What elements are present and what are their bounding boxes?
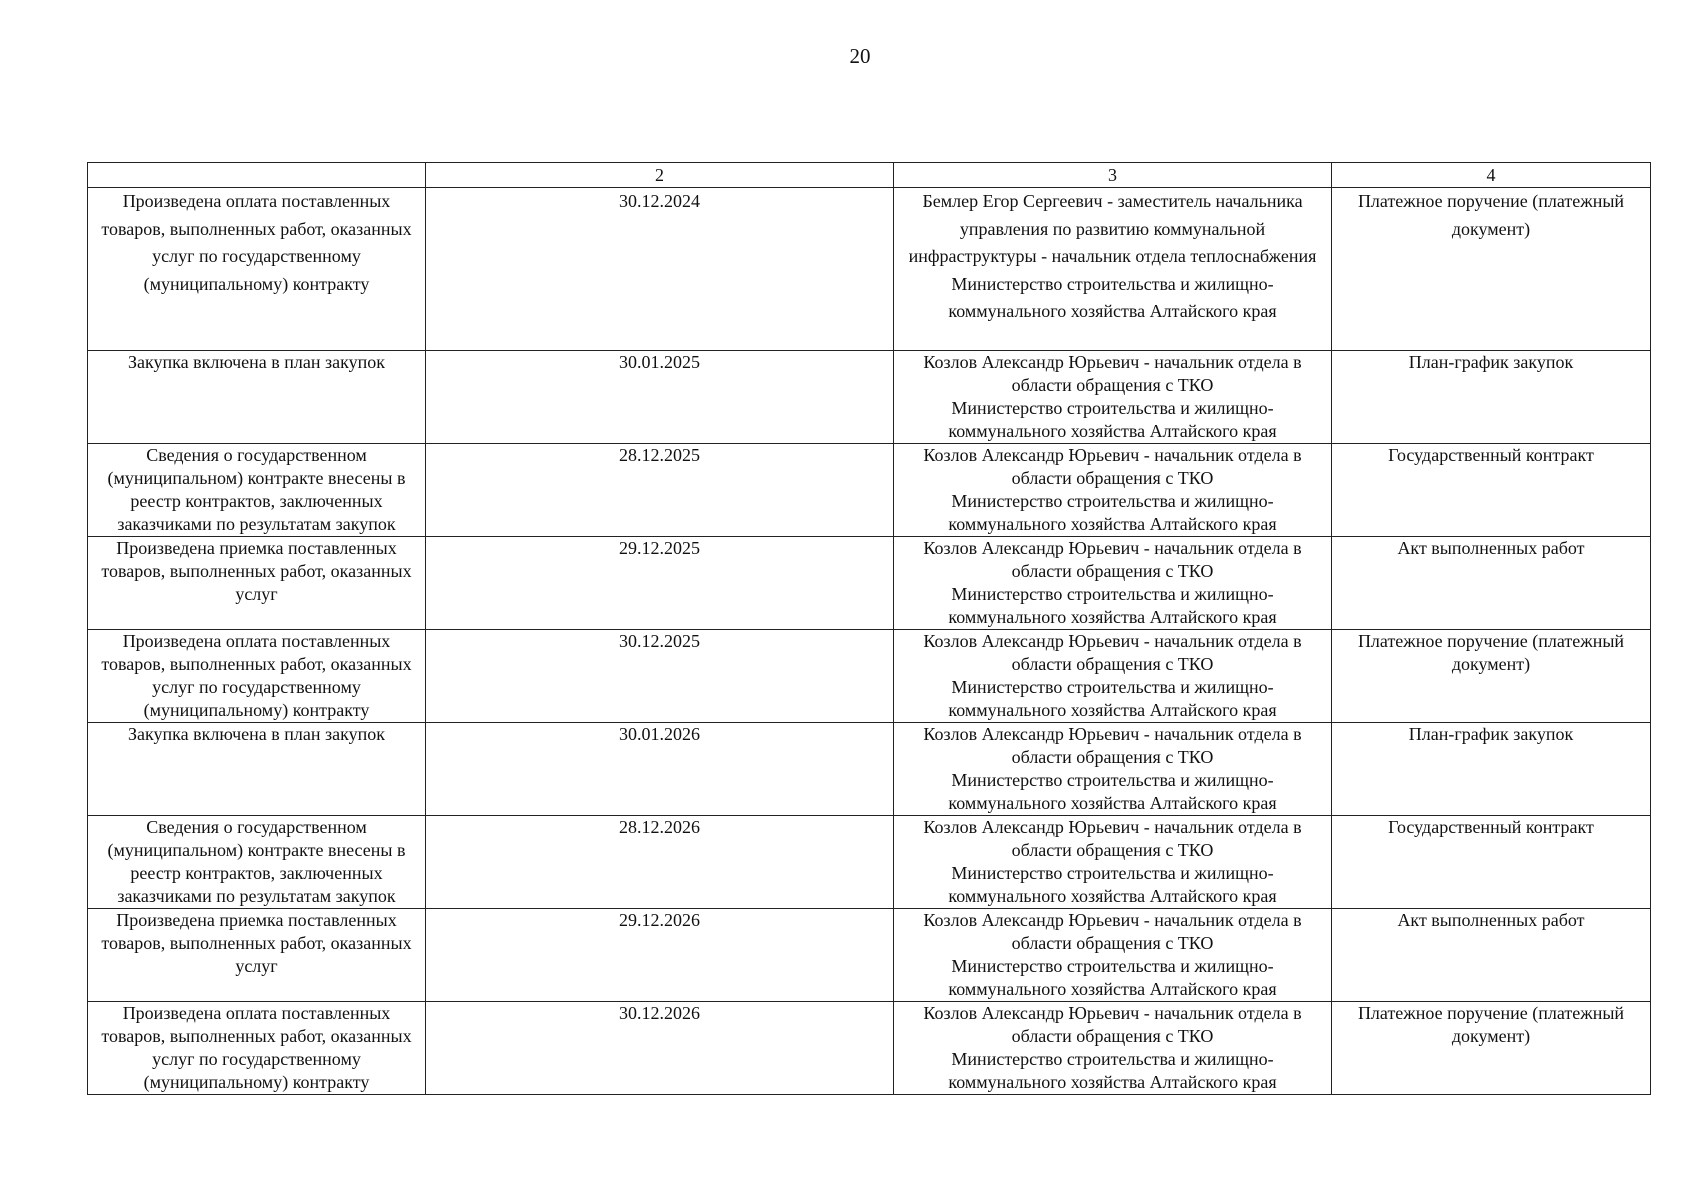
- responsible-cell: Козлов Александр Юрьевич - начальник отдела в области обращения с ТКО Министерство строительства и жилищно-коммунального хозяйства Алтайского края: [894, 630, 1332, 723]
- event-cell: Сведения о государственном (муниципальном) контракте внесены в реестр контрактов, заключенных заказчиками по результатам закупок: [88, 444, 426, 537]
- responsible-cell: Козлов Александр Юрьевич - начальник отдела в области обращения с ТКО Министерство строительства и жилищно-коммунального хозяйства Алтайского края: [894, 351, 1332, 444]
- event-cell: Произведена приемка поставленных товаров, выполненных работ, оказанных услуг: [88, 537, 426, 630]
- schedule-table: [87, 162, 1651, 1095]
- date-cell: 30.12.2024: [426, 188, 894, 351]
- responsible-cell: Козлов Александр Юрьевич - начальник отдела в области обращения с ТКО Министерство строительства и жилищно-коммунального хозяйства Алтайского края: [894, 1002, 1332, 1095]
- event-cell: Произведена приемка поставленных товаров, выполненных работ, оказанных услуг: [88, 909, 426, 1002]
- document-cell: Государственный контракт: [1332, 444, 1651, 537]
- event-cell: Сведения о государственном (муниципальном) контракте внесены в реестр контрактов, заключенных заказчиками по результатам закупок: [88, 816, 426, 909]
- responsible-cell: Козлов Александр Юрьевич - начальник отдела в области обращения с ТКО Министерство строительства и жилищно-коммунального хозяйства Алтайского края: [894, 909, 1332, 1002]
- responsible-cell: Козлов Александр Юрьевич - начальник отдела в области обращения с ТКО Министерство строительства и жилищно-коммунального хозяйства Алтайского края: [894, 816, 1332, 909]
- date-cell: 30.12.2025: [426, 630, 894, 723]
- event-cell: Произведена оплата поставленных товаров, выполненных работ, оказанных услуг по государственному (муниципальному) контракту: [88, 1002, 426, 1095]
- date-cell: 30.01.2026: [426, 723, 894, 816]
- document-cell: Платежное поручение (платежный документ): [1332, 630, 1651, 723]
- document-cell: Платежное поручение (платежный документ): [1332, 188, 1651, 351]
- responsible-cell: Козлов Александр Юрьевич - начальник отдела в области обращения с ТКО Министерство строительства и жилищно-коммунального хозяйства Алтайского края: [894, 723, 1332, 816]
- document-cell: Государственный контракт: [1332, 816, 1651, 909]
- table-row: [88, 909, 1651, 1002]
- table-row: [88, 723, 1651, 816]
- header-row: [88, 163, 1651, 188]
- document-cell: Платежное поручение (платежный документ): [1332, 1002, 1651, 1095]
- table-row: [88, 816, 1651, 909]
- date-cell: 30.12.2026: [426, 1002, 894, 1095]
- header-col-4: 4: [1332, 163, 1651, 188]
- responsible-cell: Козлов Александр Юрьевич - начальник отдела в области обращения с ТКО Министерство строительства и жилищно-коммунального хозяйства Алтайского края: [894, 537, 1332, 630]
- date-cell: 28.12.2026: [426, 816, 894, 909]
- date-cell: 29.12.2026: [426, 909, 894, 1002]
- page-number: 20: [849, 44, 871, 68]
- event-cell: Произведена оплата поставленных товаров, выполненных работ, оказанных услуг по государственному (муниципальному) контракту: [88, 630, 426, 723]
- table-row: [88, 188, 1651, 351]
- event-cell: Закупка включена в план закупок: [88, 351, 426, 444]
- date-cell: 29.12.2025: [426, 537, 894, 630]
- table-row: [88, 351, 1651, 444]
- event-cell: Закупка включена в план закупок: [88, 723, 426, 816]
- table-row: [88, 630, 1651, 723]
- table-row: [88, 444, 1651, 537]
- table-row: [88, 1002, 1651, 1095]
- responsible-cell: Бемлер Егор Сергеевич - заместитель начальника управления по развитию коммунальной инфраструктуры - начальник отдела теплоснабжения Министерство строительства и жилищно-коммунального хозяйства Алтайского края: [894, 188, 1332, 351]
- document-cell: План-график закупок: [1332, 723, 1651, 816]
- date-cell: 28.12.2025: [426, 444, 894, 537]
- header-col-3: 3: [894, 163, 1332, 188]
- responsible-cell: Козлов Александр Юрьевич - начальник отдела в области обращения с ТКО Министерство строительства и жилищно-коммунального хозяйства Алтайского края: [894, 444, 1332, 537]
- event-cell: Произведена оплата поставленных товаров, выполненных работ, оказанных услуг по государственному (муниципальному) контракту: [88, 188, 426, 351]
- date-cell: 30.01.2025: [426, 351, 894, 444]
- document-cell: Акт выполненных работ: [1332, 537, 1651, 630]
- document-cell: План-график закупок: [1332, 351, 1651, 444]
- document-cell: Акт выполненных работ: [1332, 909, 1651, 1002]
- table-row: [88, 537, 1651, 630]
- header-col-2: 2: [426, 163, 894, 188]
- header-col-1: [88, 163, 426, 188]
